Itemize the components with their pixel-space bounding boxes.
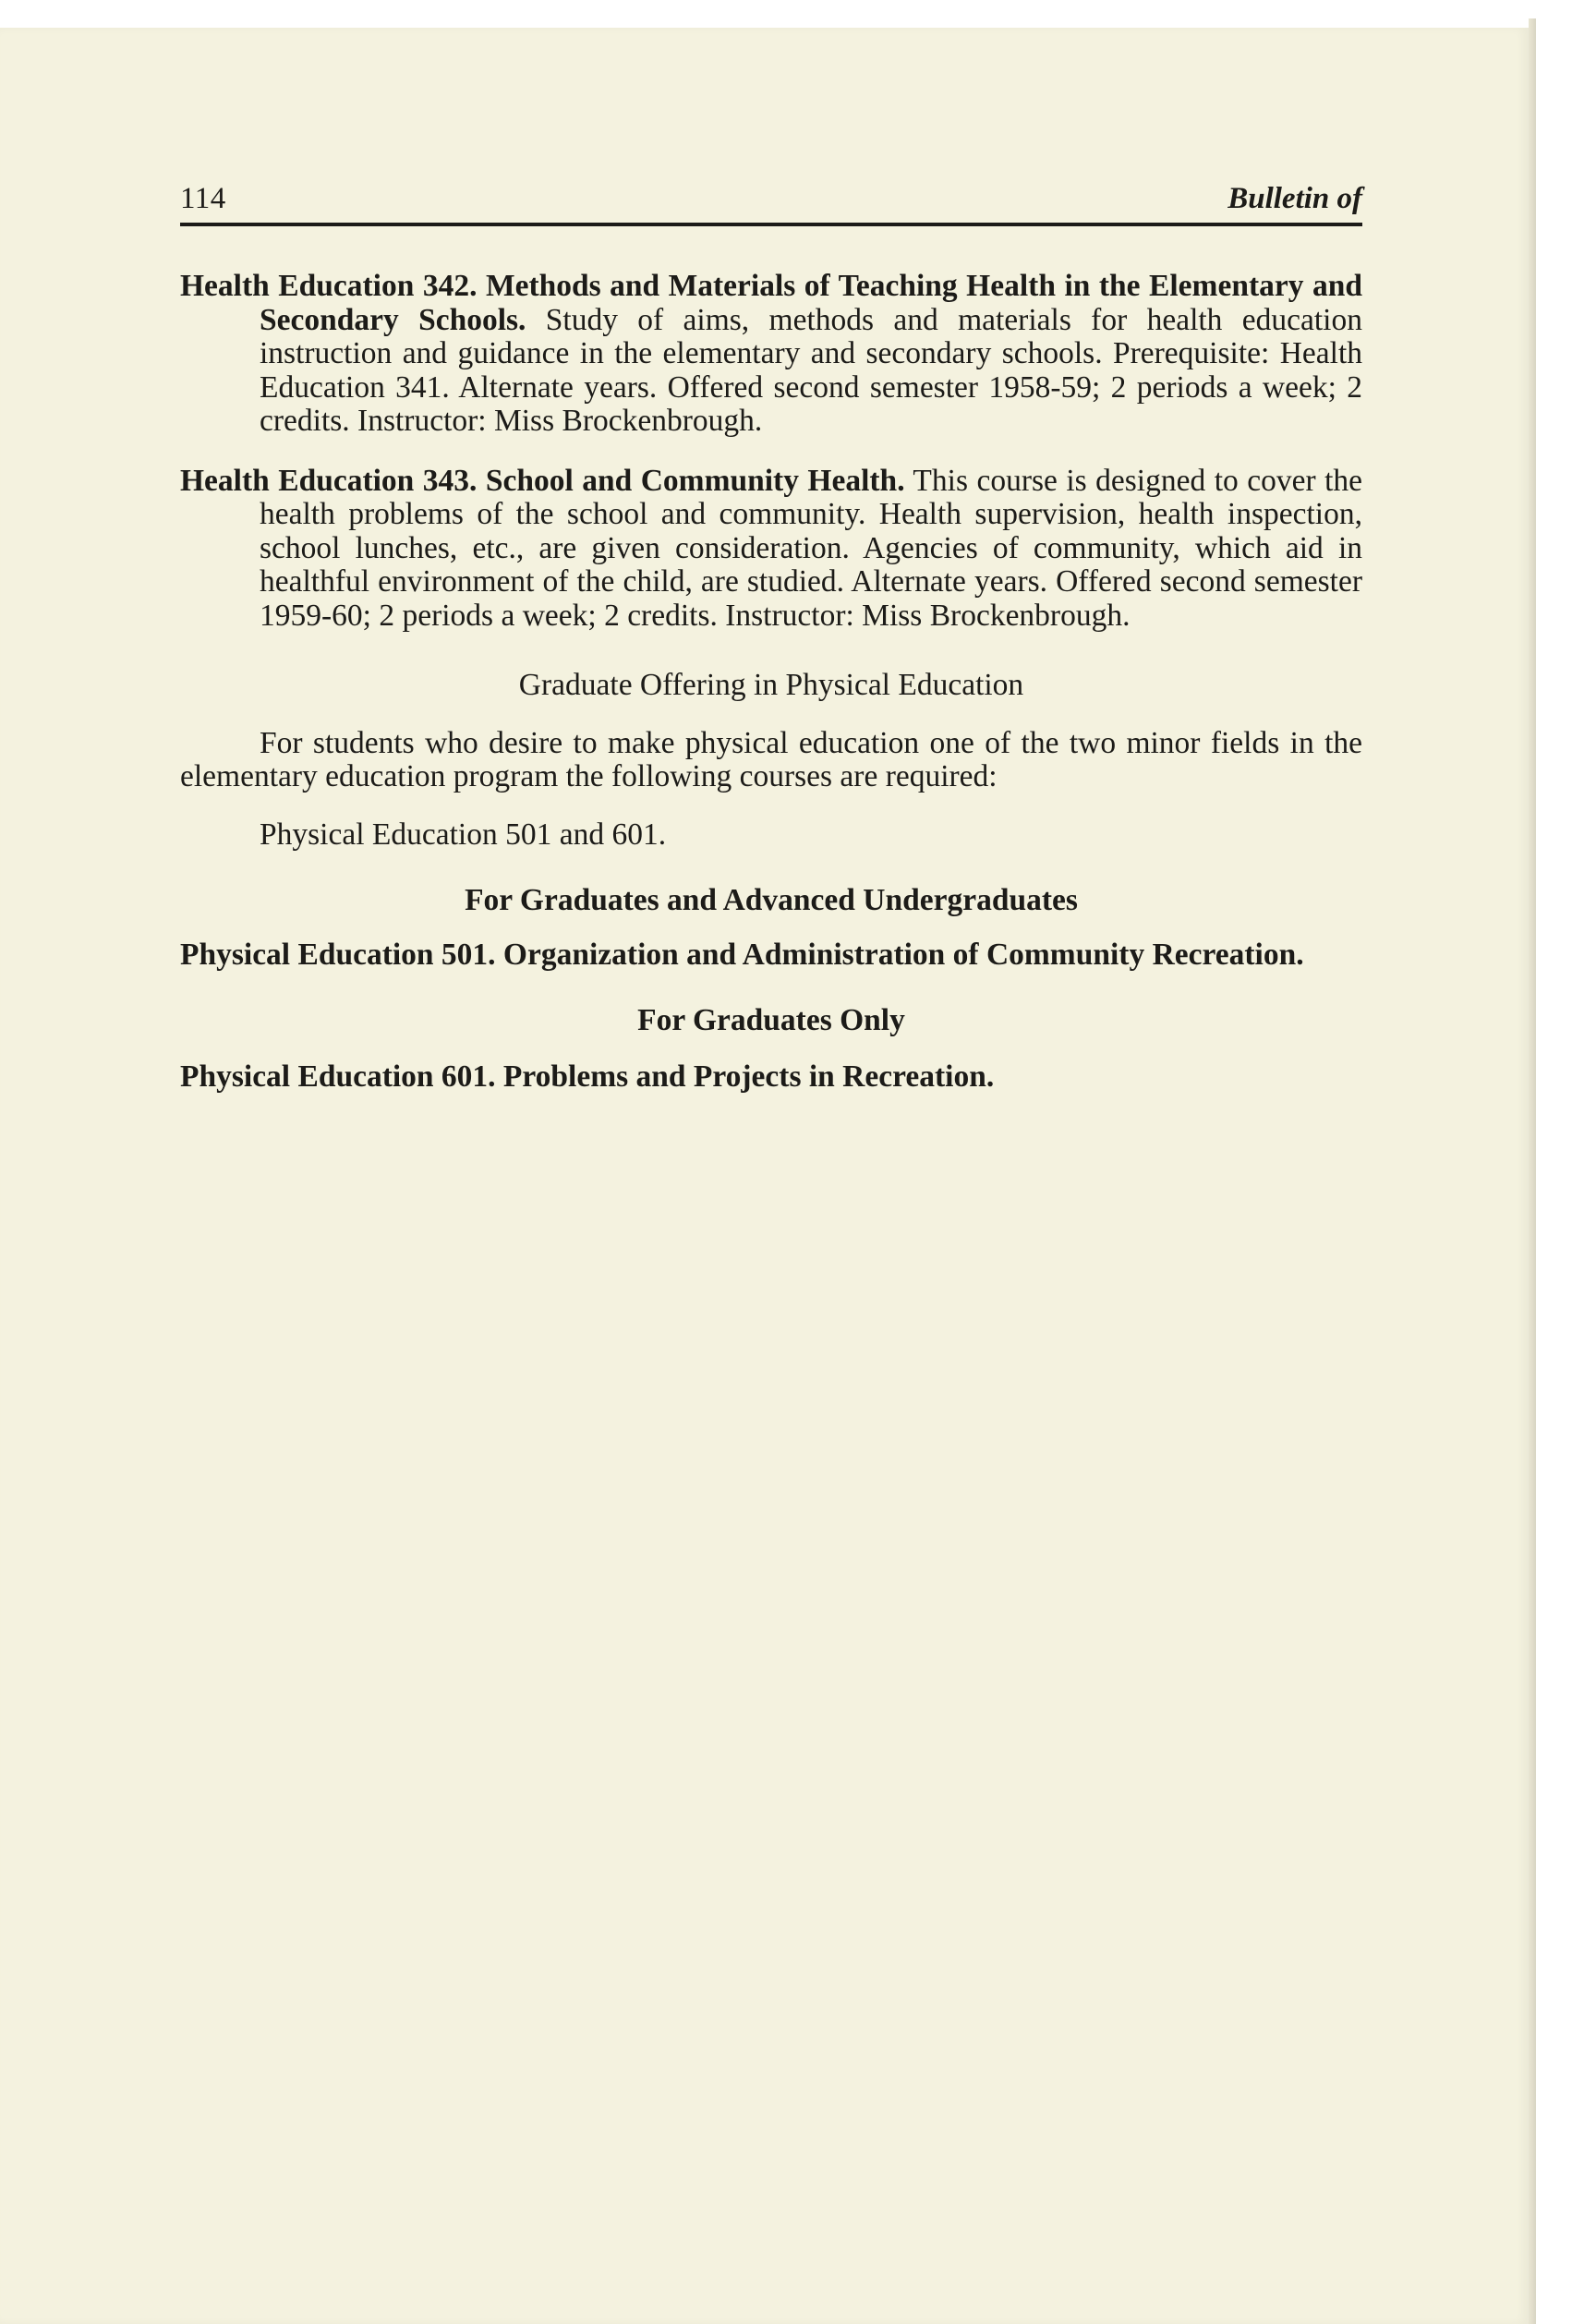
page-number: 114 bbox=[180, 182, 226, 215]
course-entry-hed-342 bbox=[180, 270, 1362, 439]
running-head: Bulletin of bbox=[1227, 182, 1362, 215]
course-entry-hed-343 bbox=[180, 465, 1362, 634]
section-heading-graduate-offering: Graduate Offering in Physical Education bbox=[518, 668, 1024, 702]
course-entry-pe-601: Physical Education 601. Problems and Projects in Recreation. bbox=[180, 1059, 995, 1094]
graduate-offering-intro: For students who desire to make physical education one of the two minor fields in the elementary education program the following courses are required: bbox=[180, 726, 1362, 793]
course-title: Health Education 342. Methods and Materials of Teaching Health in the Elementary and Secondary Schools. bbox=[180, 269, 1362, 337]
section-heading-graduates-only: For Graduates Only bbox=[637, 1002, 905, 1037]
page-header bbox=[180, 180, 1362, 226]
course-entry-pe-501: Physical Education 501. Organization and Administration of Community Recreation. bbox=[180, 938, 1304, 972]
course-description: This course is designed to cover the health problems of the school and community. Health supervision, health inspection, school lunches, etc., are given consideration. Agencies of community, which aid in healthful environment of the child, are studied. Alternate years. Offered second semester 1959-60; 2 periods a week; 2 credits. Instructor: Miss Brockenbrough. bbox=[260, 463, 1363, 633]
course-description: Study of aims, methods and materials for health education instruction and guidance in the elementary and secondary schools. Prerequisite: Health Education 341. Alternate years. Offered second semester 1958-59; 2 periods a week; 2 credits. Instructor: Miss Brockenbrough. bbox=[260, 302, 1362, 438]
required-courses-line: Physical Education 501 and 601. bbox=[260, 817, 667, 852]
page-content bbox=[180, 180, 1362, 1094]
page-edge bbox=[1529, 18, 1536, 2324]
section-heading-advanced: For Graduates and Advanced Undergraduates bbox=[465, 883, 1078, 917]
course-title: Health Education 343. School and Community Health. bbox=[180, 463, 905, 498]
